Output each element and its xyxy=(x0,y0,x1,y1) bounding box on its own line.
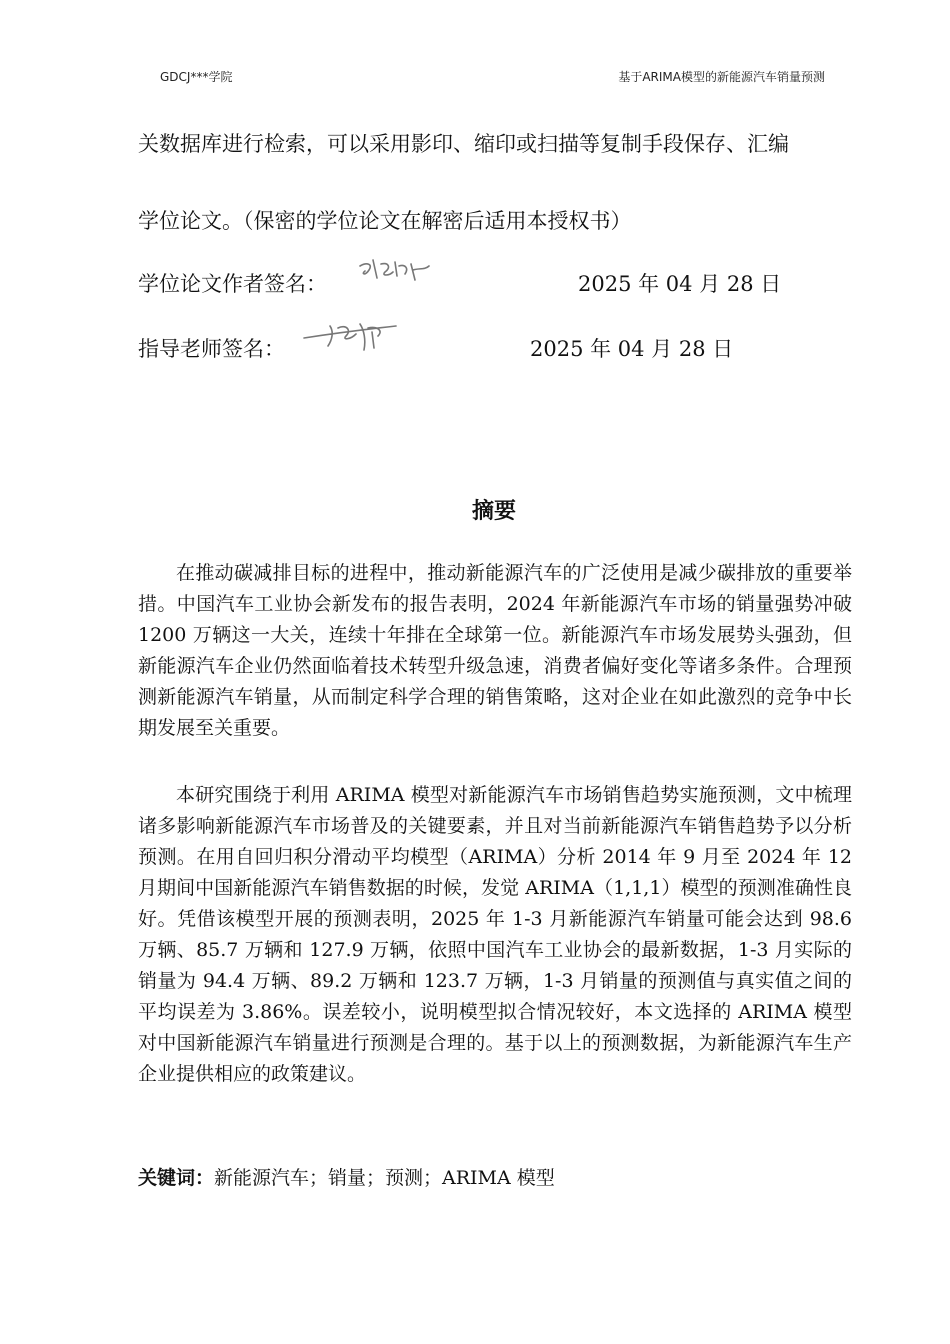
keywords-label: 关键词： xyxy=(138,1167,215,1189)
authorization-line-1: 关数据库进行检索，可以采用影印、缩印或扫描等复制手段保存、汇编 xyxy=(138,132,789,156)
header-left: GDCJ***学院 xyxy=(160,70,233,84)
abstract-paragraph-2: 本研究围绕于利用 ARIMA 模型对新能源汽车市场销售趋势实施预测，文中梳理诸多影响新能源汽车市场普及的关键要素，并且对当前新能源汽车销售趋势予以分析预测。在用自回归积分滑动平均模型（ARIMA）分析 2014 年 9 月至 2024 年 12 月期间中国新能源汽车销售数据的时候，发觉 ARIMA（1,1,1）模型的预测准确性良好。凭借该模型开展的预测表明，2025 年 1-3 月新能源汽车销量可能会达到 98.6 万辆、85.7 万辆和 127.9 万辆，依照中国汽车工业协会的最新数据，1-3 月实际的销量为 94.4 万辆、89.2 万辆和 123.7 万辆，1-3 月销量的预测值与真实值之间的平均误差为 3.86%。误差较小，说明模型拟合情况较好，本文选择的 ARIMA 模型对中国新能源汽车销量进行预测是合理的。基于以上的预测数据，为新能源汽车生产企业提供相应的政策建议。 xyxy=(138,784,852,1085)
author-signature-date: 2025 年 04 月 28 日 xyxy=(578,272,782,296)
keywords-line xyxy=(138,1163,555,1190)
abstract-paragraph-1: 在推动碳减排目标的进程中，推动新能源汽车的广泛使用是减少碳排放的重要举措。中国汽车工业协会新发布的报告表明，2024 年新能源汽车市场的销量强势冲破 1200 万辆这一大关，连续十年排在全球第一位。新能源汽车市场发展势头强劲，但新能源汽车企业仍然面临着技术转型升级急速，消费者偏好变化等诸多条件。合理预测新能源汽车销量，从而制定科学合理的销售策略，这对企业在如此激烈的竞争中长期发展至关重要。 xyxy=(138,562,852,739)
keywords-value: 新能源汽车；销量；预测；ARIMA 模型 xyxy=(214,1167,555,1189)
authorization-line-2: 学位论文。（保密的学位论文在解密后适用本授权书） xyxy=(138,209,632,233)
advisor-signature-date: 2025 年 04 月 28 日 xyxy=(530,337,734,361)
advisor-signature-label: 指导老师签名： xyxy=(138,337,285,361)
header-right: 基于ARIMA模型的新能源汽车销量预测 xyxy=(618,70,825,84)
author-signature-image xyxy=(355,254,435,288)
advisor-signature-image xyxy=(300,318,400,356)
author-signature-label: 学位论文作者签名： xyxy=(138,272,327,296)
abstract-title: 摘要 xyxy=(471,499,516,524)
